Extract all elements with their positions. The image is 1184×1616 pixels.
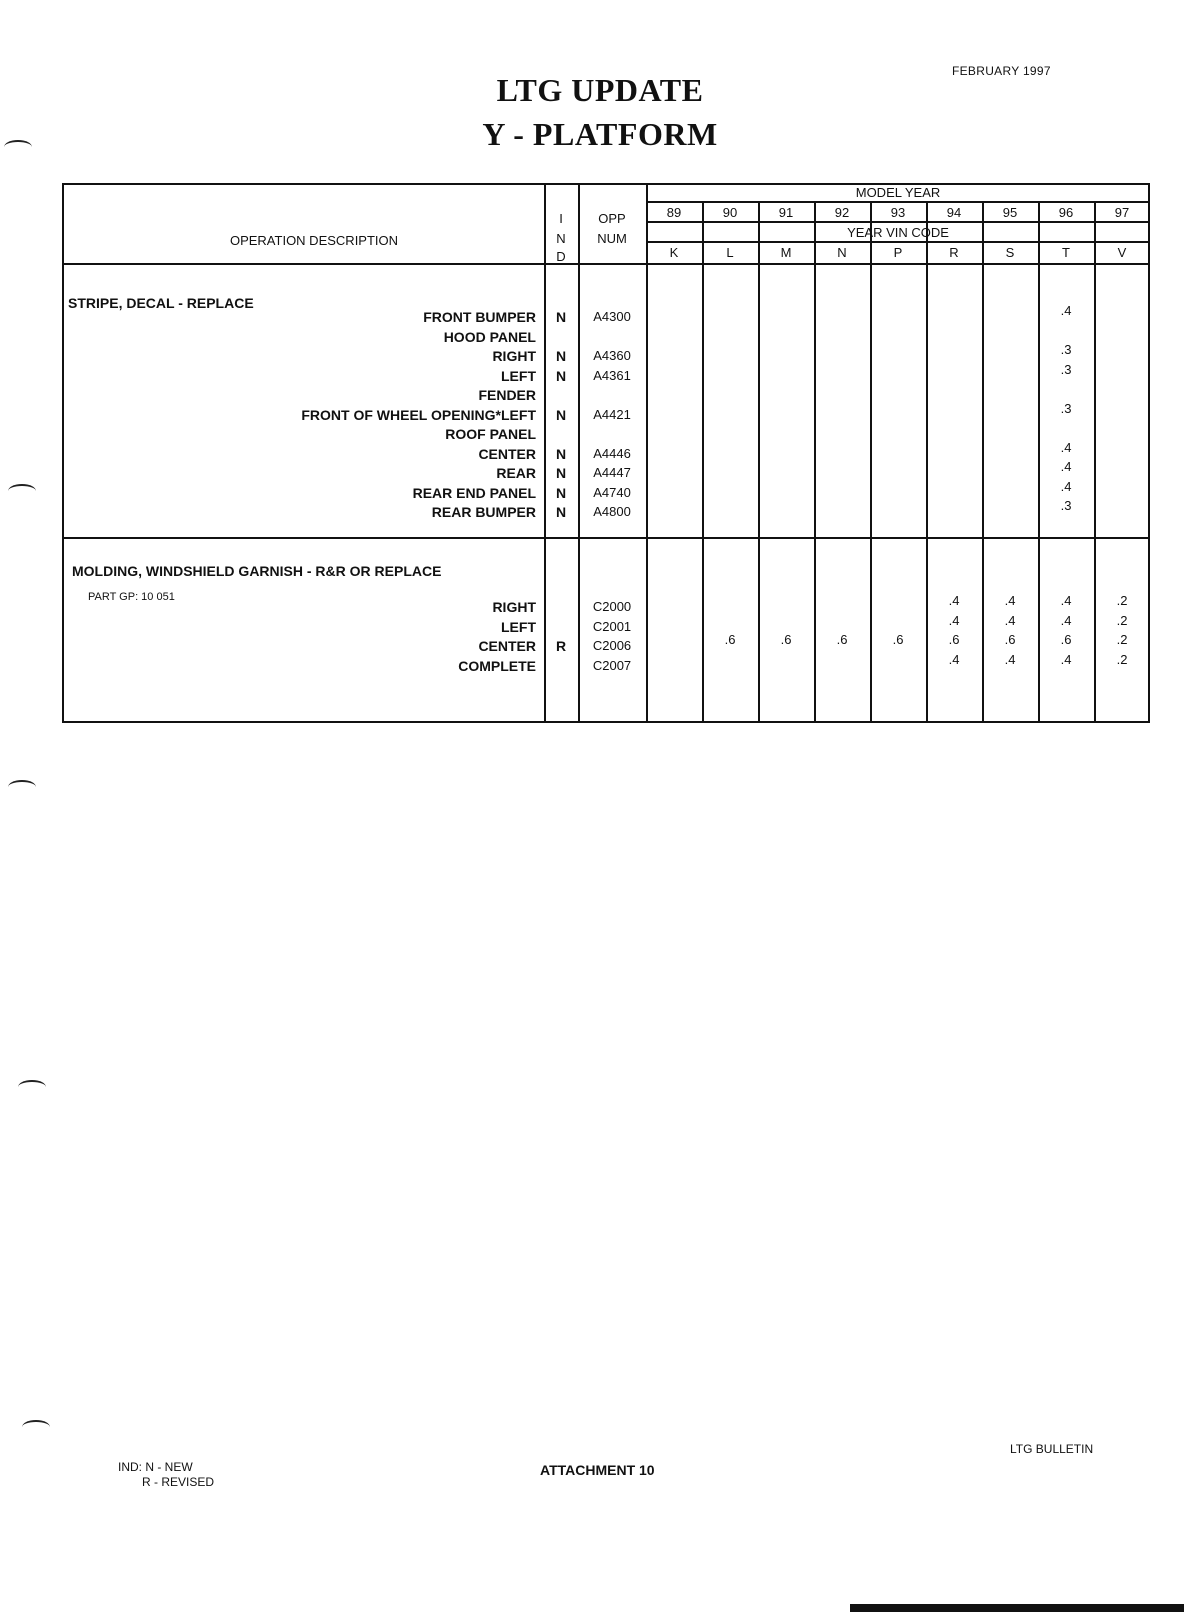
labor-time-table — [62, 183, 1150, 723]
vin-code-2: M — [780, 245, 792, 260]
labor-time-value: .4 — [1060, 478, 1072, 494]
model-year-94: 94 — [946, 205, 962, 220]
labor-time-value: .6 — [892, 632, 904, 647]
legend-revised: R - REVISED — [142, 1475, 215, 1489]
row-opp-num: A4740 — [593, 484, 631, 500]
num-header: NUM — [597, 231, 627, 246]
row-opp-num: C2001 — [592, 618, 632, 634]
document-title: LTG UPDATE — [496, 72, 704, 108]
punch-hole-mark — [4, 140, 32, 154]
operation-row-description: LEFT — [501, 618, 536, 635]
labor-time-value: .3 — [1060, 342, 1072, 357]
vin-code-8: V — [1117, 245, 1127, 260]
divider — [646, 241, 1148, 243]
model-year-97: 97 — [1114, 205, 1130, 220]
section-title-molding: MOLDING, WINDSHIELD GARNISH - R&R OR REPLACE — [72, 563, 442, 579]
operation-row-description: REAR — [496, 465, 536, 481]
labor-time-value: .3 — [1060, 400, 1072, 416]
legend-new: IND: N - NEW — [118, 1460, 193, 1474]
row-opp-num: A4361 — [593, 367, 631, 383]
punch-hole-mark — [8, 780, 36, 794]
model-year-96: 96 — [1058, 205, 1074, 220]
row-opp-num: C2000 — [592, 599, 632, 614]
labor-time-value: .2 — [1116, 651, 1128, 667]
vin-code-0: K — [669, 245, 679, 260]
operation-row-description: ROOF PANEL — [445, 426, 536, 442]
row-opp-num: A4300 — [593, 309, 631, 324]
divider — [646, 201, 1148, 203]
operation-row-description: FRONT OF WHEEL OPENING*LEFT — [301, 406, 536, 423]
labor-time-value: .2 — [1116, 612, 1128, 628]
vin-code-6: S — [1005, 245, 1015, 260]
labor-time-value: .6 — [1004, 632, 1016, 647]
operation-row-description: REAR END PANEL — [412, 484, 536, 501]
ind-header-i: I — [559, 211, 563, 226]
labor-time-value: .4 — [1004, 651, 1016, 667]
year-vin-code-header: YEAR VIN CODE — [847, 225, 949, 240]
model-year-93: 93 — [890, 205, 906, 220]
divider — [64, 537, 1148, 539]
row-ind: N — [555, 406, 567, 423]
labor-time-value: .4 — [1060, 439, 1072, 455]
model-year-92: 92 — [834, 205, 850, 220]
row-opp-num: C2006 — [592, 638, 632, 653]
row-opp-num: A4421 — [593, 406, 631, 422]
punch-hole-mark — [18, 1080, 46, 1094]
attachment-label: ATTACHMENT 10 — [540, 1462, 655, 1478]
operation-row-description: LEFT — [501, 367, 536, 384]
row-opp-num: A4447 — [593, 465, 631, 480]
labor-time-value: .4 — [1004, 612, 1016, 628]
row-ind: N — [555, 465, 567, 481]
labor-time-value: .4 — [948, 651, 960, 667]
vin-code-4: P — [893, 245, 903, 260]
vin-code-1: L — [726, 245, 734, 260]
row-opp-num: C2007 — [592, 657, 632, 673]
labor-time-value: .6 — [836, 632, 848, 647]
labor-time-value: .6 — [780, 632, 792, 647]
labor-time-value: .6 — [1060, 632, 1072, 647]
labor-time-value: .2 — [1116, 593, 1128, 608]
labor-time-value: .4 — [1060, 612, 1072, 628]
model-year-91: 91 — [778, 205, 794, 220]
operation-row-description: CENTER — [478, 638, 536, 654]
labor-time-value: .4 — [1004, 593, 1016, 608]
row-ind: N — [555, 504, 567, 520]
operation-row-description: CENTER — [478, 445, 536, 462]
row-ind: N — [555, 367, 567, 384]
row-opp-num: A4360 — [593, 348, 631, 363]
labor-time-value: .3 — [1060, 361, 1072, 377]
vin-code-7: T — [1062, 245, 1070, 260]
row-ind: N — [555, 445, 567, 462]
operation-row-description: COMPLETE — [458, 657, 536, 674]
operation-row-description: FRONT BUMPER — [423, 309, 536, 325]
bulletin-label: LTG BULLETIN — [1010, 1442, 1094, 1456]
labor-time-value: .4 — [1060, 651, 1072, 667]
row-ind: N — [555, 309, 567, 325]
labor-time-value: .3 — [1060, 498, 1072, 513]
operation-row-description: FENDER — [478, 387, 536, 403]
operation-row-description: HOOD PANEL — [443, 328, 536, 345]
labor-time-value: .4 — [1060, 593, 1072, 608]
divider — [64, 263, 1148, 265]
operation-row-description: REAR BUMPER — [431, 504, 536, 520]
model-year-header: MODEL YEAR — [855, 185, 941, 200]
scan-edge-bar — [850, 1604, 1184, 1612]
ind-header-n: N — [556, 231, 566, 246]
row-ind: N — [555, 348, 567, 364]
labor-time-value: .2 — [1116, 632, 1128, 647]
operation-description-header: OPERATION DESCRIPTION — [229, 233, 399, 248]
operation-row-description: RIGHT — [492, 599, 536, 615]
row-opp-num: A4800 — [593, 504, 631, 519]
labor-time-value: .4 — [948, 593, 960, 608]
section-title-stripe-decal: STRIPE, DECAL - REPLACE — [68, 295, 254, 311]
document-subtitle: Y - PLATFORM — [482, 116, 718, 152]
model-year-90: 90 — [722, 205, 738, 220]
punch-hole-mark — [22, 1420, 50, 1434]
punch-hole-mark — [8, 484, 36, 498]
opp-header: OPP — [598, 211, 626, 226]
labor-time-value: .4 — [1060, 459, 1072, 474]
part-group: PART GP: 10 051 — [88, 591, 175, 603]
model-year-89: 89 — [666, 205, 682, 220]
document-date: FEBRUARY 1997 — [952, 64, 1051, 78]
ind-header-d: D — [556, 249, 566, 264]
labor-time-value: .4 — [948, 612, 960, 628]
vin-code-5: R — [949, 245, 959, 260]
ind-legend — [118, 1460, 214, 1490]
labor-time-value: .4 — [1060, 303, 1072, 318]
divider — [646, 221, 1148, 223]
vin-code-3: N — [837, 245, 847, 260]
row-opp-num: A4446 — [593, 445, 631, 461]
row-ind: N — [555, 484, 567, 501]
labor-time-value: .6 — [724, 632, 736, 647]
operation-row-description: RIGHT — [492, 348, 536, 364]
row-ind: R — [555, 638, 567, 654]
model-year-95: 95 — [1002, 205, 1018, 220]
labor-time-value: .6 — [948, 632, 960, 647]
